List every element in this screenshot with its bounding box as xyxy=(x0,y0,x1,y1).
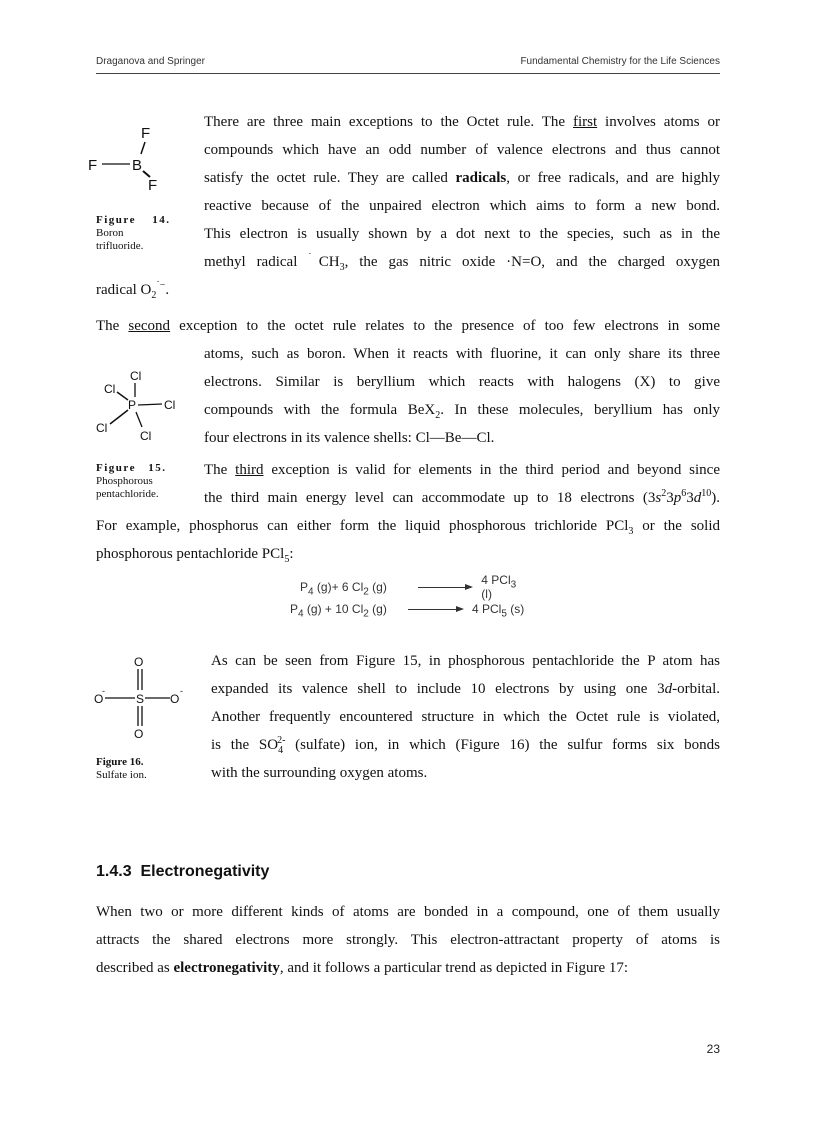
svg-text:Cl: Cl xyxy=(96,421,108,435)
reaction-arrow-icon xyxy=(418,587,472,588)
paragraph-second-exception-line1: The second exception to the octet rule relates to the presence of too few electrons in some xyxy=(96,318,720,334)
svg-text:Cl: Cl xyxy=(164,398,176,412)
term-radicals: radicals xyxy=(455,170,507,186)
svg-text:F: F xyxy=(148,177,158,193)
paragraph-electronegativity: When two or more different kinds of atoms are bonded in a compound, one of them usually attracts the shared electrons more strongly. This electron-attractant property of atoms is described as electronegativity, and it follows a particular trend as depicted in Figure 17: xyxy=(96,904,720,976)
svg-text:Cl: Cl xyxy=(104,382,116,396)
term-electronegativity: electronegativity xyxy=(173,960,280,976)
running-header-title: Fundamental Chemistry for the Life Sciences xyxy=(520,56,720,67)
phosphorus-pentachloride-icon xyxy=(94,366,190,446)
svg-text:-: - xyxy=(180,686,183,696)
reaction-arrow-icon xyxy=(408,609,462,610)
svg-text:O: O xyxy=(134,727,144,741)
equation-pcl3: $P_4$ (g)+ 6 $Cl_2$ (g) 4 PCl$_3$ (l) xyxy=(300,573,517,601)
running-header-authors: Draganova and Springer xyxy=(96,56,205,67)
page-number: 23 xyxy=(706,1042,720,1056)
figure-16-caption: Figure 16. Sulfate ion. xyxy=(96,756,147,781)
figure-15-pcl5-structure xyxy=(94,366,190,446)
figure-16-number: Figure 16. xyxy=(96,756,144,768)
header-rule xyxy=(96,73,720,74)
svg-text:O: O xyxy=(134,655,144,669)
section-heading-electronegativity: 1.4.3 Electronegativity xyxy=(96,863,270,880)
paragraph-expanded-octet: As can be seen from Figure 15, in phosphorous pentachloride the P atom has expanded its valence shell to include 10 electrons by using one 3d-orbital. Another frequently encountered structure in which the Octet rule is violated, is the $SO_4^{2-}$ (sulfate) ion, in which (Figure 16) the sulfur forms six bonds with the surrounding oxygen atoms. xyxy=(211,653,720,781)
svg-text:Cl: Cl xyxy=(130,369,142,383)
figure-15-caption: Figure 15. Phosphorous pentachloride. xyxy=(96,462,167,500)
paragraph-second-exception: atoms, such as boron. When it reacts with fluorine, it can only share its three electrons. Similar is beryllium which reacts with halogens (X) to give compounds with the formula BeX$_2$. In these molecules, beryllium has only four electrons in its valence shells: Cl—Be—Cl. xyxy=(204,346,720,446)
paragraph-third-exception-cont: For example, phosphorus can either form the liquid phosphorous trichloride PCl$_3$ or the solid phosphorous pentachloride PCl$_5$: xyxy=(96,518,720,565)
figure-14-caption: Figure 14. Boron trifluoride. xyxy=(96,214,171,252)
svg-text:B: B xyxy=(132,157,143,174)
figure-16-sulfate-structure xyxy=(92,652,192,742)
boron-trifluoride-icon xyxy=(88,118,168,193)
svg-text:-: - xyxy=(102,686,105,696)
figure-14-number: Figure 14. xyxy=(96,214,171,226)
reaction-equations xyxy=(290,573,530,620)
sulfate-ion-icon xyxy=(92,652,192,742)
svg-text:F: F xyxy=(141,125,151,142)
equation-pcl5: $P_4$ (g) + 10 $Cl_2$ (g) 4 PCl$_5$ (s) xyxy=(290,602,525,620)
svg-text:Cl: Cl xyxy=(140,429,152,443)
svg-text:P: P xyxy=(128,398,137,412)
svg-text:O: O xyxy=(94,692,104,706)
paragraph-third-exception: The third exception is valid for elements in the third period and beyond since the third main energy level can accommodate up to 18 electrons $(3s^23p^63d^{10})$. xyxy=(204,462,720,506)
paragraph-radicals: There are three main exceptions to the Octet rule. The first involves atoms or compounds which have an odd number of valence electrons and thus cannot satisfy the octet rule. They are called radicals, or free radicals, and are highly reactive because of the unpaired electron which aims to form a new bond. This electron is usually shown by a dot next to the species, such as in the methyl radical $^˙CH_3$, the gas nitric oxide ·N=O, and the charged oxygen xyxy=(204,114,721,273)
paragraph-radicals-end: radical $O_2^{˙-}$. xyxy=(96,280,170,301)
svg-text:O: O xyxy=(170,692,180,706)
svg-text:S: S xyxy=(136,692,145,706)
figure-15-number: Figure 15. xyxy=(96,462,167,474)
svg-text:F: F xyxy=(88,157,98,174)
figure-14-bf3-structure xyxy=(88,118,168,193)
